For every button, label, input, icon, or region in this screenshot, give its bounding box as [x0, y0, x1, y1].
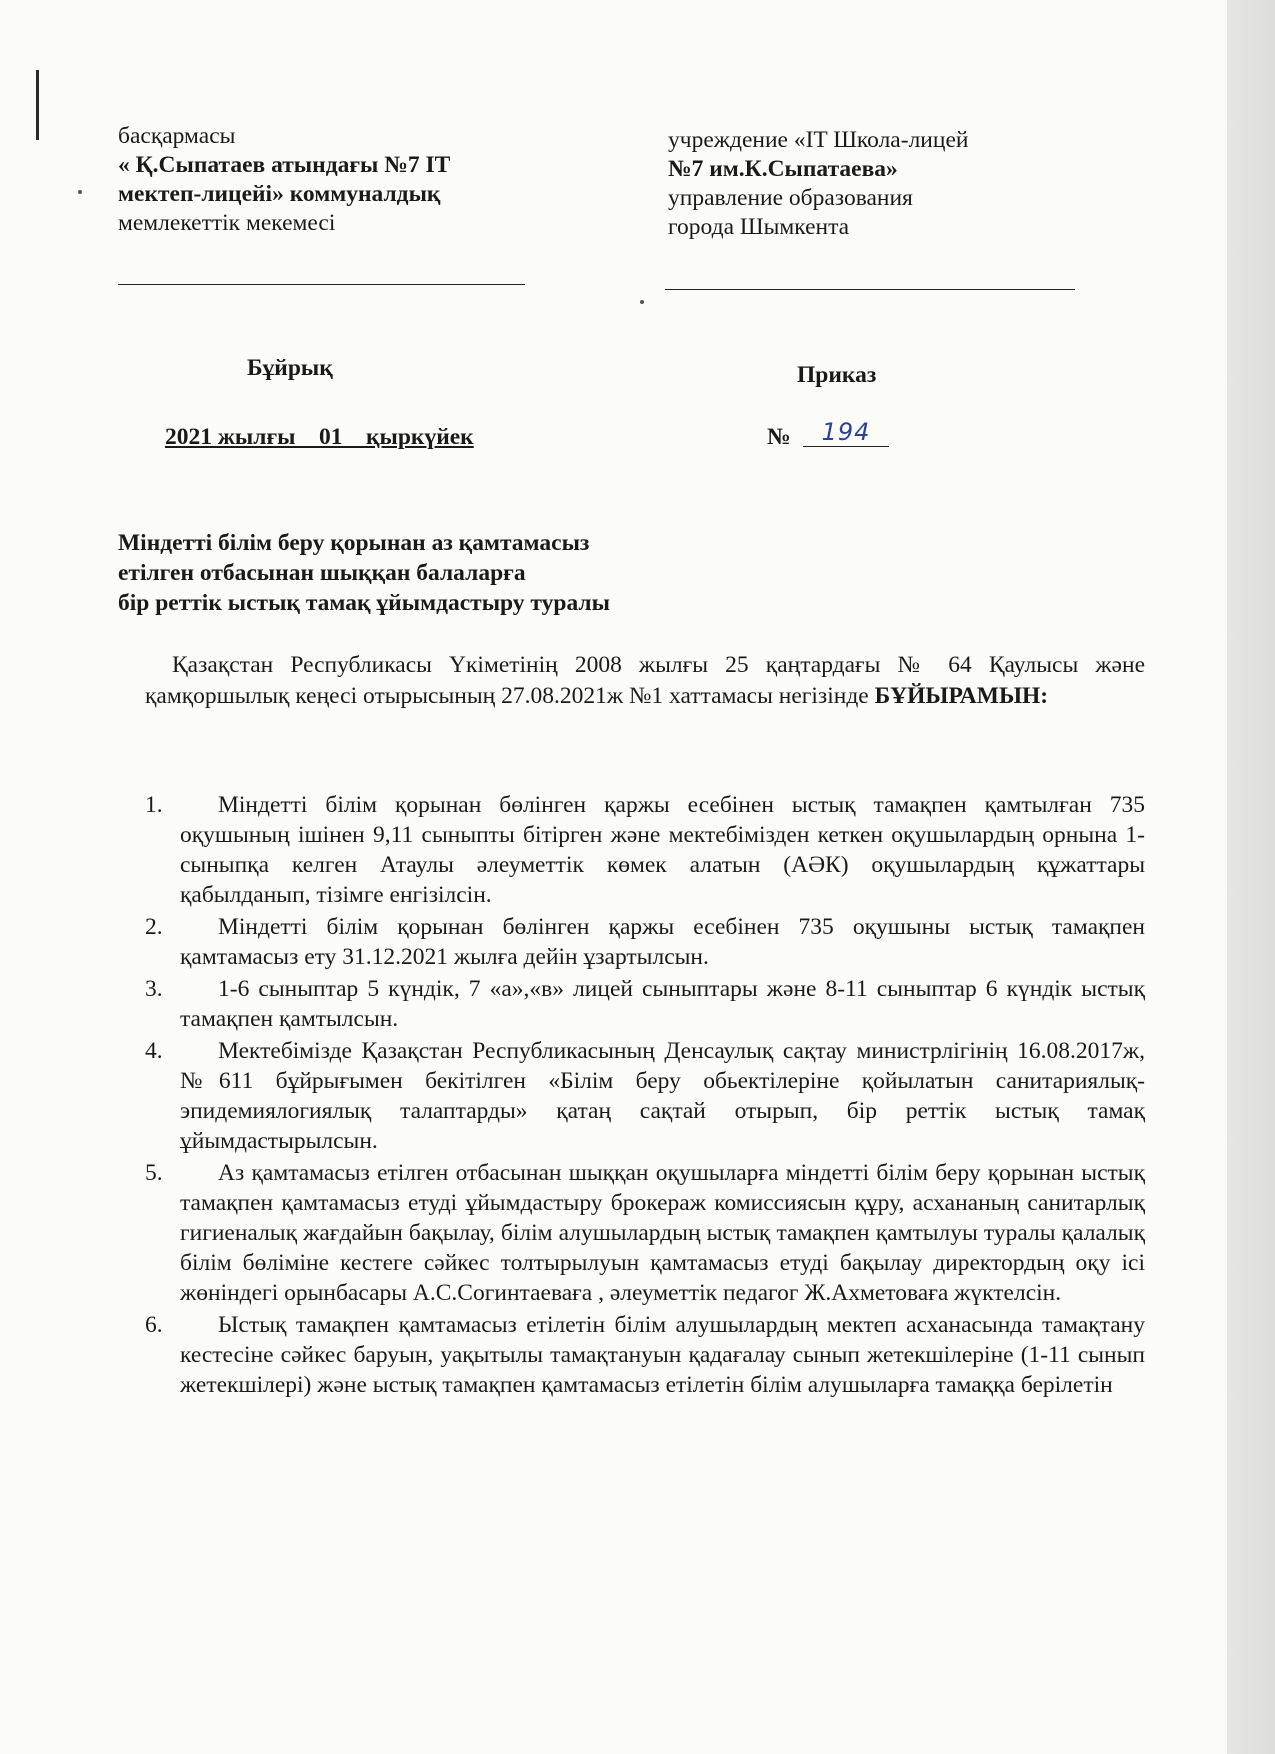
- header-right-rule: [665, 289, 1075, 290]
- order-subject-line-2: етілген отбасынан шыққан балаларға: [118, 560, 526, 586]
- order-item-1: [145, 790, 1145, 910]
- order-item-5: [145, 1158, 1145, 1308]
- order-subject: [118, 528, 610, 618]
- margin-mark: [36, 70, 39, 140]
- order-item-number: 3.: [145, 976, 163, 1002]
- order-item-text: Міндетті білім қорынан бөлінген қаржы есебінен 735 оқушыны ыстық тамақпен қамтамасыз ету 31.12.2021 жылға дейін ұзартылсын.: [180, 914, 1145, 970]
- order-title-kz: Бұйрық: [247, 355, 333, 381]
- order-subject-line-3: бір реттік ыстық тамақ ұйымдастыру туралы: [118, 590, 610, 616]
- header-right-line-4: города Шымкента: [668, 214, 850, 240]
- header-left: [118, 122, 450, 238]
- order-item-text: 1-6 сыныптар 5 күндік, 7 «а»,«в» лицей сыныптары және 8-11 сыныптар 6 күндік ыстық тамақпен қамтылсын.: [180, 976, 1145, 1032]
- header-right-line-2: №7 им.К.Сыпатаева»: [668, 156, 898, 182]
- order-item-3: [145, 974, 1145, 1034]
- order-item-number: 5.: [145, 1160, 163, 1186]
- order-item-4: [145, 1036, 1145, 1156]
- order-item-2: [145, 912, 1145, 972]
- header-left-line-2: « Қ.Сыпатаев атындағы №7 IT: [118, 152, 451, 178]
- preamble-text: Қазақстан Республикасы Үкіметінің 2008 жылғы 25 қаңтардағы № 64 Қаулысы және қамқоршылық кеңесі отырысының 27.08.2021ж №1 хаттамасы негізінде: [145, 652, 1145, 709]
- order-item-number: 6.: [145, 1312, 163, 1338]
- order-item-number: 1.: [145, 792, 163, 818]
- order-items: [145, 790, 1145, 1400]
- header-left-line-1: басқармасы: [118, 123, 236, 149]
- header-right-line-1: учреждение «IT Школа-лицей: [668, 127, 969, 153]
- scan-speck: [78, 190, 82, 194]
- preamble-emphasis: БҰЙЫРАМЫН:: [874, 683, 1049, 709]
- header-right: [668, 126, 968, 242]
- header-left-line-4: мемлекеттік мекемесі: [118, 210, 336, 236]
- header-left-line-3-text: мектеп-лицейі» коммуналдық: [118, 181, 441, 207]
- scan-edge: [1227, 0, 1275, 1754]
- order-item-number: 4.: [145, 1038, 163, 1064]
- order-item-text: Аз қамтамасыз етілген отбасынан шыққан оқушыларға міндетті білім беру қорынан ыстық тамақпен қамтамасыз етуді ұйымдастыру брокераж комиссиясын құру, асхананың санитарлық гигиеналық жағдайын бақылау, білім алушылардың ыстық тамақпен қамтылуы туралы қалалық білім бөліміне кестеге сәйкес толтырылуын қамтамасыз етуді бақылау директордың оқу ісі жөніндегі орынбасары А.С.Согинтаеваға , әлеуметтік педагог Ж.Ахметоваға жүктелсін.: [180, 1160, 1145, 1306]
- preamble: [145, 650, 1145, 712]
- order-subject-line-1: Міндетті білім беру қорынан аз қамтамасыз: [118, 530, 590, 556]
- header-left-rule: [118, 284, 525, 285]
- order-item-text: Мектебімізде Қазақстан Республикасының Денсаулық сақтау министрлігінің 16.08.2017ж, №611 бұйрығымен бекітілген «Білім беру обьектілеріне қойылатын санитариялық- эпидемиялогиялық талаптарды» қатаң сақтай отырып, бір реттік ыстық тамақ ұйымдастырылсын.: [180, 1038, 1145, 1154]
- order-number-label: №: [767, 424, 791, 450]
- header-left-line-3: [118, 180, 450, 209]
- order-date: 2021 жылғы 01 қыркүйек: [165, 424, 474, 450]
- header-right-line-3: управление образования: [668, 185, 913, 211]
- order-title-ru: Приказ: [797, 362, 877, 388]
- order-item-6: [145, 1310, 1145, 1400]
- order-item-text: Ыстық тамақпен қамтамасыз етілетін білім алушылардың мектеп асханасында тамақтану кестесіне сәйкес баруын, уақытылы тамақтануын қадағалау сынып жетекшілеріне (1-11 сынып жетекшілері) және ыстық тамақпен қамтамасыз етілетін білім алушыларға тамаққа берілетін: [180, 1312, 1145, 1398]
- scan-speck: [640, 300, 644, 304]
- order-item-text: Міндетті білім қорынан бөлінген қаржы есебінен ыстық тамақпен қамтылған 735 оқушының ішінен 9,11 сыныпты бітірген және мектебімізден кеткен оқушылардың орнына 1-сыныпқа келген Атаулы әлеуметтік көмек алатын (АӘК) оқушылардың құжаттары қабылданып, тізімге енгізілсін.: [180, 792, 1145, 908]
- order-number-handwritten: 194: [803, 418, 889, 447]
- order-item-number: 2.: [145, 914, 163, 940]
